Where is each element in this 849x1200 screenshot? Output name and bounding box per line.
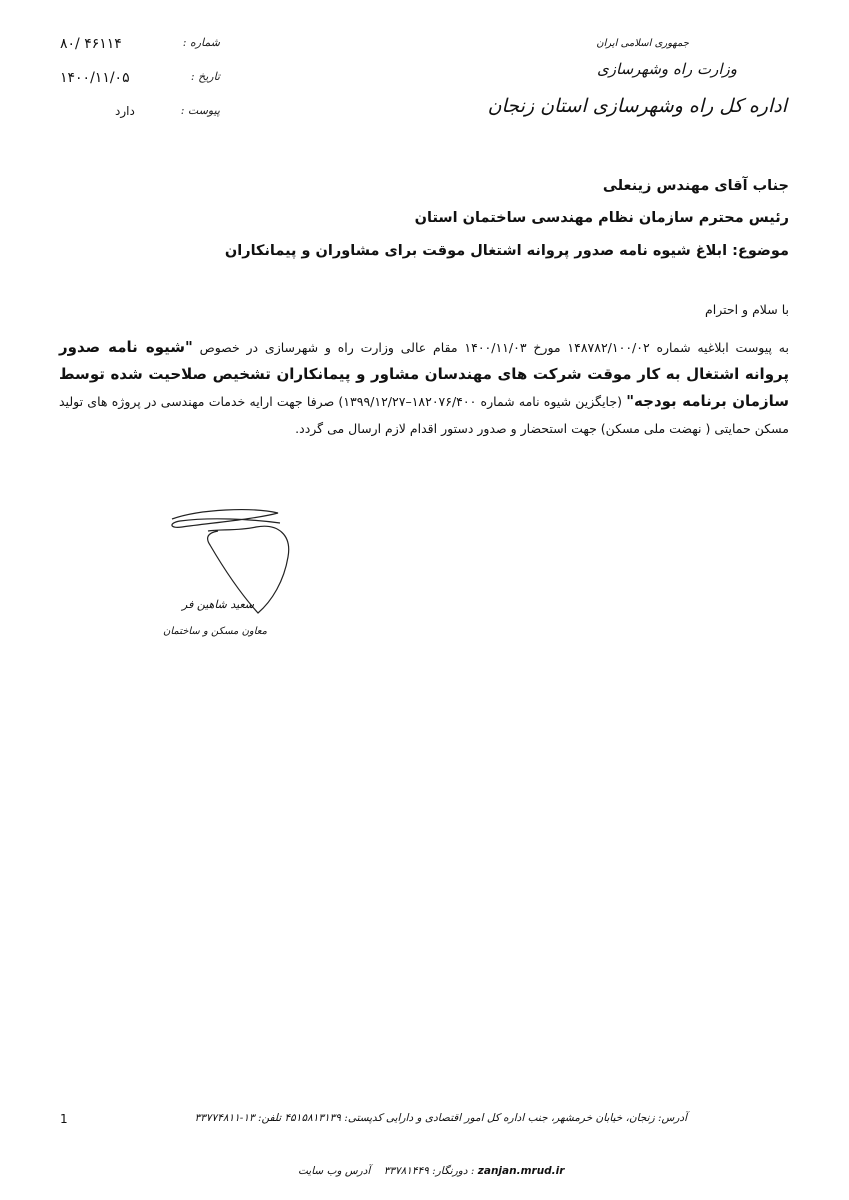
attachment-row: [60, 104, 220, 124]
letterhead-ministry: وزارت راه وشهرسازی: [597, 60, 737, 78]
letter-body: [59, 334, 789, 442]
letter-date-row: [60, 70, 220, 90]
footer-contact: [298, 1165, 564, 1177]
signatory-name: سعید شاهین فر: [182, 598, 254, 611]
letter-date-label: تاریخ :: [190, 70, 220, 83]
greeting: با سلام و احترام: [705, 302, 789, 317]
letter-number-value: ۸۰/ ۴۶۱۱۴: [60, 36, 122, 52]
letterhead-country: جمهوری اسلامی ایران: [596, 38, 689, 49]
addressee-name: جناب آقای مهندس زینعلی: [602, 178, 789, 194]
letter-number-label: شماره :: [182, 36, 220, 49]
footer-website-label: آدرس وب سایت :: [298, 1165, 475, 1177]
attachment-label: پیوست :: [180, 104, 220, 117]
body-text-2: (جایگزین شیوه نامه شماره ۱۸۲۰۷۶/۴۰۰–۱۳۹۹/۱۲/۲۷) صرفا جهت ارایه خدمات مهندسی در پروژه های تولید مسکن حمایتی ( نهضت ملی مسکن) جهت استحضار و صدور دستور اقدام لازم ارسال می گردد.: [59, 394, 789, 436]
body-text-1: به پیوست ابلاغیه شماره ۱۴۸۷۸۲/۱۰۰/۰۲ مورخ ۱۴۰۰/۱۱/۰۳ مقام عالی وزارت راه و شهرسازی در خصوص: [192, 340, 789, 355]
footer-fax: دورنگار: ۳۳۷۸۱۴۴۹: [383, 1165, 468, 1177]
body-bold-title: "شیوه نامه صدور پروانه اشتغال به کار موقت شرکت های مهندسان مشاور و پیمانکاران تشخیص صلاحیت شده توسط سازمان برنامه بودجه": [59, 338, 789, 410]
signatory-title: معاون مسکن و ساختمان: [163, 626, 267, 637]
letter-date-value: ۱۴۰۰/۱۱/۰۵: [60, 70, 130, 86]
letter-number-row: [60, 36, 220, 56]
letterhead-office: اداره کل راه وشهرسازی استان زنجان: [487, 95, 787, 117]
page-number: 1: [60, 1112, 68, 1126]
footer-website[interactable]: zanjan.mrud.ir: [477, 1165, 565, 1177]
letter-subject: موضوع: ابلاغ شیوه نامه صدور پروانه اشتغال موقت برای مشاوران و پیمانکاران: [224, 243, 789, 259]
addressee-title: رئیس محترم سازمان نظام مهندسی ساختمان استان: [414, 210, 789, 226]
attachment-value: دارد: [115, 104, 135, 118]
footer-address: آدرس: زنجان، خیابان خرمشهر، جنب اداره کل امور اقتصادی و دارایی کدپستی: ۴۵۱۵۸۱۳۱۳۹ تلفن: ۱۳-۳۳۷۷۴۸۱۱: [194, 1112, 687, 1124]
